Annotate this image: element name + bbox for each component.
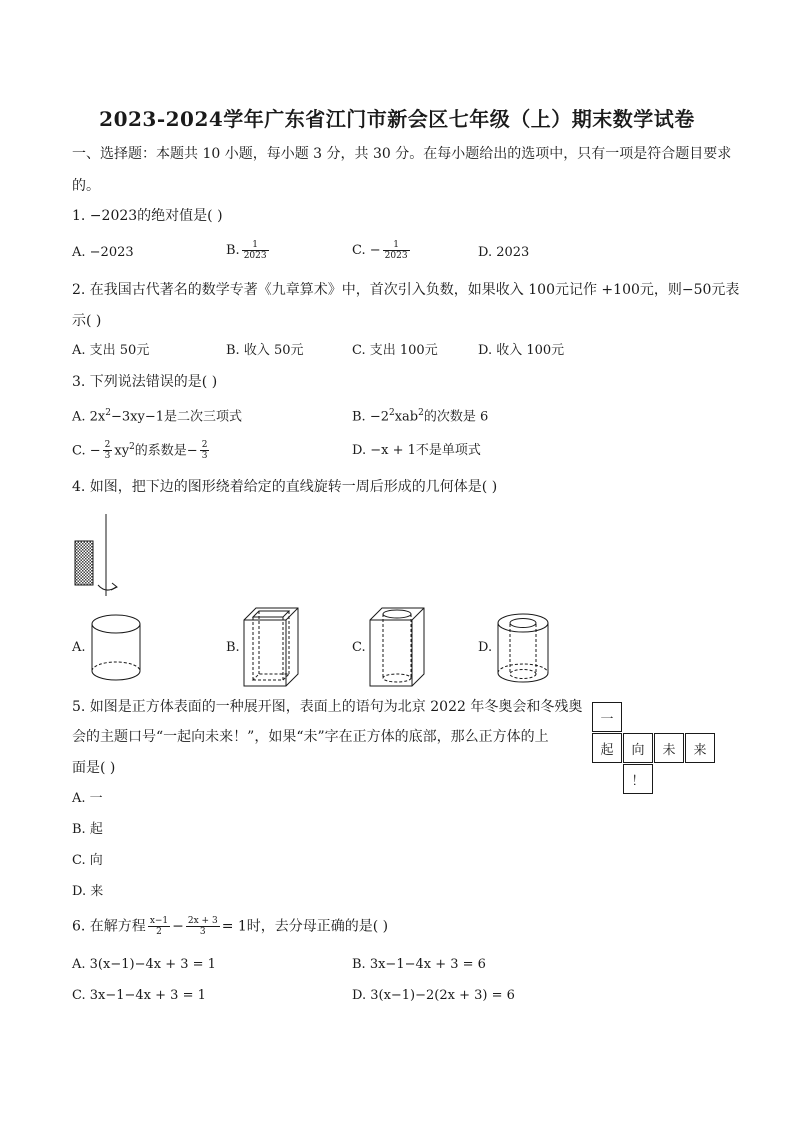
prism-with-cylinder-hole-figure xyxy=(366,604,428,694)
section-instruction-line2: 的。 xyxy=(72,178,100,194)
net-cell-exclaim: ！ xyxy=(623,764,653,794)
question-2-line1: 2. 在我国古代著名的数学专著《九章算术》中，首次引入负数，如果收入 100元记作 +100元，则−50元表 xyxy=(72,282,740,298)
q2-option-d: D. 收入 100元 xyxy=(478,343,565,358)
question-5-line3: 面是( ) xyxy=(72,760,116,776)
hollow-prism-figure xyxy=(240,604,302,694)
q3-option-b: B. $-2^2xab^2$的次数是 6 xyxy=(352,408,489,425)
q4-option-b: B. xyxy=(226,640,240,655)
q5-option-a: A. 一 xyxy=(72,791,103,806)
q5-option-d: D. 来 xyxy=(72,884,104,899)
question-4-stem: 4. 如图，把下边的图形绕着给定的直线旋转一周后形成的几何体是( ) xyxy=(72,479,498,495)
question-1-stem: 1. −2023的绝对值是( ) xyxy=(72,208,223,224)
hollow-cylinder-figure xyxy=(494,608,554,692)
section-instruction-line1: 一、选择题：本题共 10 小题，每小题 3 分，共 30 分。在每小题给出的选项中，只有一项是符合题目要求 xyxy=(72,146,732,162)
net-cell-lai: 来 xyxy=(685,733,715,763)
rotation-figure xyxy=(70,510,130,600)
net-cell-xiang: 向 xyxy=(623,733,653,763)
cylinder-figure xyxy=(88,608,146,690)
q4-option-d: D. xyxy=(478,640,493,655)
question-6-stem: 6. 在解方程 $\frac{x-1}{2}$ − $\frac{2x + 3}{3}$ = 1时，去分母正确的是( ) xyxy=(72,916,389,937)
net-cell-qi: 起 xyxy=(592,733,622,763)
q3-option-a: A. $2x^2-3xy-1$是二次三项式 xyxy=(72,408,243,425)
q6-option-d: D. 3(x−1)−2(2x + 3) = 6 xyxy=(352,988,515,1003)
net-cell-wei: 未 xyxy=(654,733,684,763)
q4-option-a: A. xyxy=(72,640,86,655)
q6-option-c: C. 3x−1−4x + 3 = 1 xyxy=(72,988,206,1003)
question-5-line1: 5. 如图是正方体表面的一种展开图，表面上的语句为北京 2022 年冬奥会和冬残奥 xyxy=(72,699,583,715)
q1-option-d: D. 2023 xyxy=(478,245,530,260)
page-title: 2023-2024学年广东省江门市新会区七年级（上）期末数学试卷 xyxy=(99,107,695,131)
q2-option-b: B. 收入 50元 xyxy=(226,343,304,358)
q1-option-b: B. $\frac{1}{2023}$ xyxy=(226,240,267,261)
q6-option-a: A. 3(x−1)−4x + 3 = 1 xyxy=(72,957,216,972)
q5-option-b: B. 起 xyxy=(72,822,103,837)
question-5-line2: 会的主题口号“一起向未来！”，如果“未”字在正方体的底部，那么正方体的上 xyxy=(72,729,549,745)
q3-option-c: C. − $\frac{2}{3}$ $xy^2$的系数是− $\frac{2}{3}$ xyxy=(72,440,208,462)
q2-option-a: A. 支出 50元 xyxy=(72,343,150,358)
q3-option-d: D. −x + 1不是单项式 xyxy=(352,443,481,458)
question-3-stem: 3. 下列说法错误的是( ) xyxy=(72,374,218,390)
question-2-line2: 示( ) xyxy=(72,313,102,329)
q5-option-c: C. 向 xyxy=(72,853,103,868)
q1-option-a: A. −2023 xyxy=(72,245,134,260)
q2-option-c: C. 支出 100元 xyxy=(352,343,438,358)
q6-option-b: B. 3x−1−4x + 3 = 6 xyxy=(352,957,486,972)
net-cell-yi: 一 xyxy=(592,702,622,732)
q1-option-c: C. − $\frac{1}{2023}$ xyxy=(352,240,408,261)
q4-option-c: C. xyxy=(352,640,366,655)
